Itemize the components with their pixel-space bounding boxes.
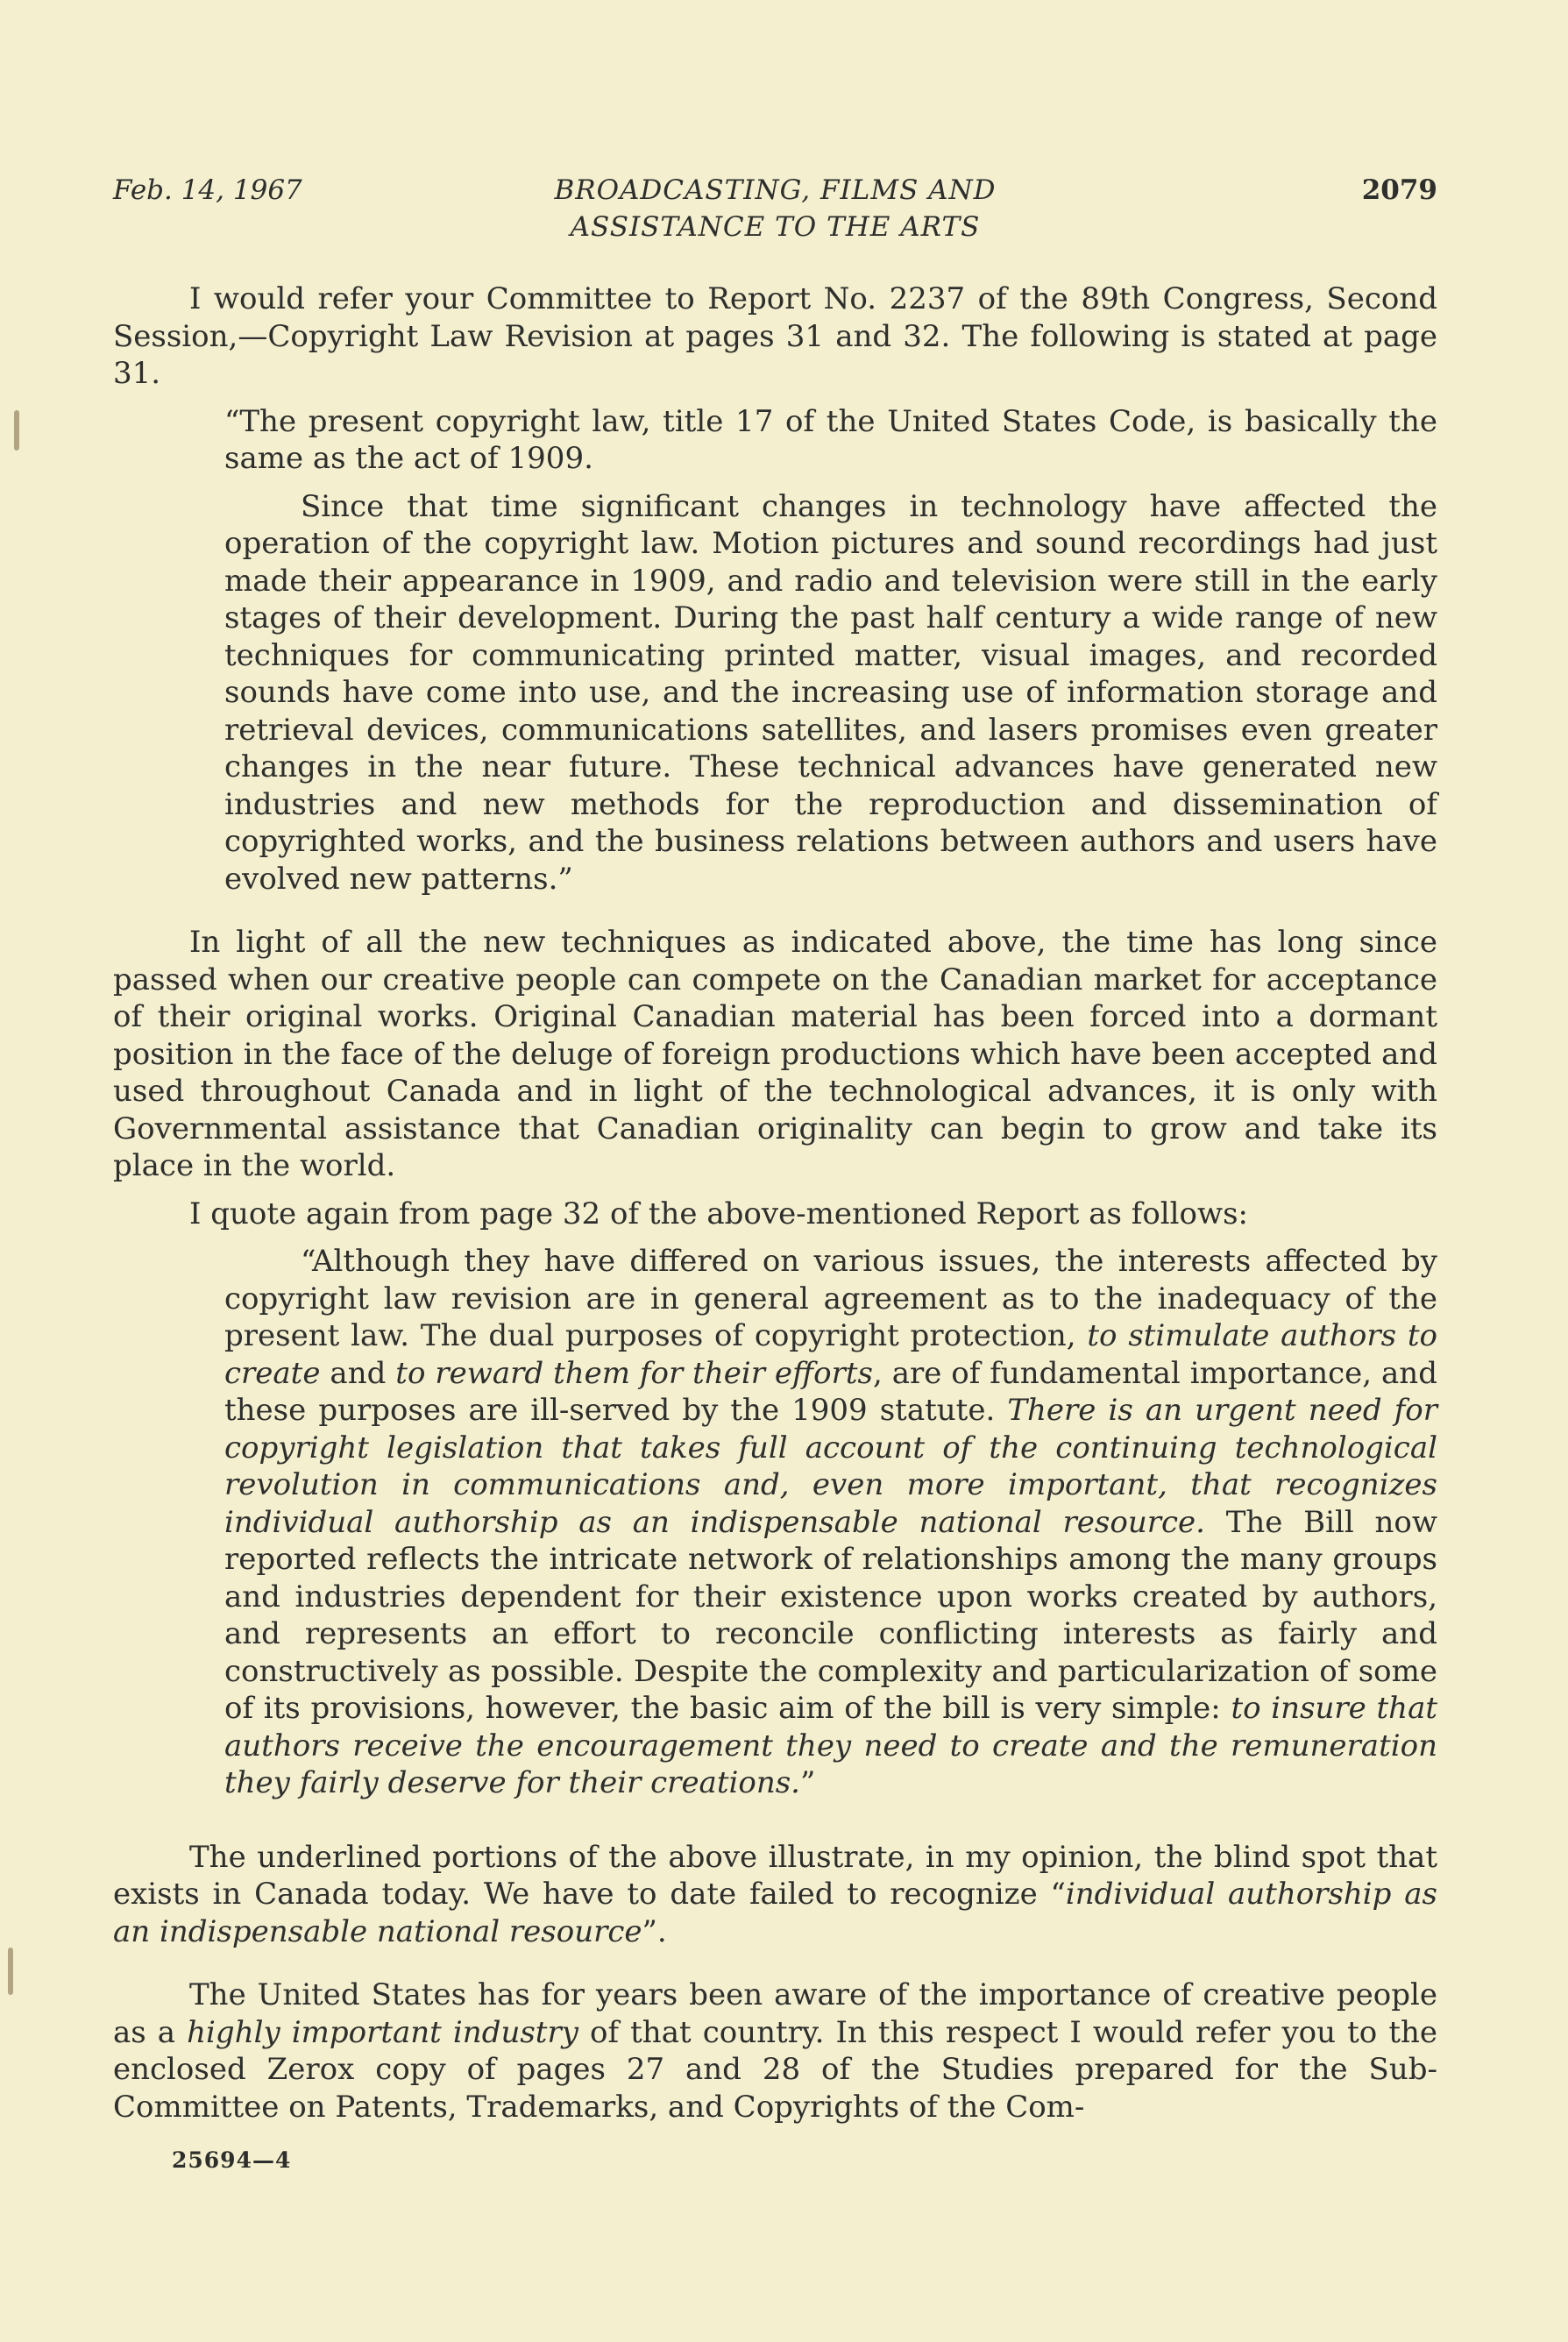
paragraph-5 — [113, 1977, 1437, 2126]
printer-code: 25694—4 — [172, 2147, 292, 2173]
quote-paragraph-3 — [224, 1243, 1437, 1802]
quote-3-italic-3: There is an urgent need for copyright legislation that takes full account of the continuing technological revolution in communications and, even more important, that recognizes individual authorship as an indispensable national resource. — [224, 1393, 1438, 1540]
paragraph-1: I would refer your Committee to Report No. 2237 of the 89th Congress, Second Session,—Copyright Law Revision at pages 31 and 32. The following is stated at page 31. — [113, 281, 1437, 391]
header-title — [376, 172, 1174, 245]
paragraph-4-text-2: ”. — [642, 1913, 667, 1949]
paragraph-2: In light of all the new techniques as indicated above, the time has long since passed when our creative people can compete on the Canadian market for acceptance of their original works. Original Canadian material has been forced into a dormant position in the face of the deluge of foreign productions which have been accepted and used throughout Canada and in light of the technological advances, it is only with Governmental assistance that Canadian originality can begin to grow and take its place in the world. — [113, 925, 1437, 1183]
quote-paragraph-1: “The present copyright law, title 17 of the United States Code, is basically the same as the act of 1909. — [224, 403, 1437, 476]
paragraph-5-text-1: The United States has for years been aware of the importance of creative people as a — [113, 1977, 1437, 2050]
paragraph-4-text-1: The underlined portions of the above illustrate, in my opinion, the blind spot that exists in Canada today. We have to date failed to recognize “ — [113, 1839, 1437, 1912]
paragraph-4 — [113, 1839, 1437, 1951]
paragraph-5-text-2: of that country. In this respect I would refer you to the enclosed Zerox copy of pages 27 and 28 of the Studies prepared for the Sub-Committee on Patents, Trademarks, and Copyrights of the Com- — [113, 2014, 1438, 2125]
running-header — [113, 172, 1437, 251]
paragraph-4-italic-1: individual authorship as an indispensable national resource — [113, 1877, 1437, 1949]
quote-3-italic-2: to reward them for their efforts — [395, 1355, 873, 1391]
header-title-line-2: ASSISTANCE TO THE ARTS — [570, 211, 981, 243]
document-body — [113, 280, 1437, 2126]
quote-3-text-3: , are of fundamental importance, and these purposes are ill-served by the 1909 statute. — [224, 1355, 1437, 1428]
paragraph-5-italic-1: highly important industry — [187, 2014, 578, 2050]
quote-3-text-4: The Bill now reported reflects the intricate network of relationships among the many groups and industries dependent for their existence upon works created by authors, and represents an effort to reconcile conflicting interests as fairly and constructively as possible. Despite the complexity and particularization of some of its provisions, however, the basic aim of the bill is very simple: — [224, 1504, 1437, 1726]
page-number: 2079 — [1361, 174, 1437, 206]
quote-3-text-5: ” — [800, 1765, 816, 1800]
quote-3-text-2: and — [320, 1355, 396, 1391]
margin-mark-top — [14, 410, 19, 451]
header-date: Feb. 14, 1967 — [113, 174, 302, 206]
quote-3-italic-1: to stimulate authors to create — [224, 1318, 1438, 1391]
quote-paragraph-2: Since that time significant changes in technology have affected the operation of the copyright law. Motion pictures and sound recordings had just made their appearance in 1909, and radio and television were still in the early stages of their development. During the past half century a wide range of new techniques for communicating printed matter, visual images, and recorded sounds have come into use, and the increasing use of information storage and retrieval devices, communications satellites, and lasers promises even greater changes in the near future. These technical advances have generated new industries and new methods for the reproduction and dissemination of copyrighted works, and the business relations between authors and users have evolved new patterns.” — [224, 488, 1437, 897]
paragraph-3: I quote again from page 32 of the above-mentioned Report as follows: — [189, 1196, 1249, 1231]
header-title-line-1: BROADCASTING, FILMS AND — [554, 174, 997, 206]
quote-3-text-1: “Although they have differed on various issues, the interests affected by copyright law revision are in general agreement as to the inadequacy of the present law. The dual purposes of copyright protection, — [224, 1244, 1437, 1353]
margin-mark-bottom — [8, 1948, 13, 1995]
quote-3-italic-4: to insure that authors receive the encouragement they need to create and the remuneration they fairly deserve for their creations. — [224, 1691, 1438, 1800]
